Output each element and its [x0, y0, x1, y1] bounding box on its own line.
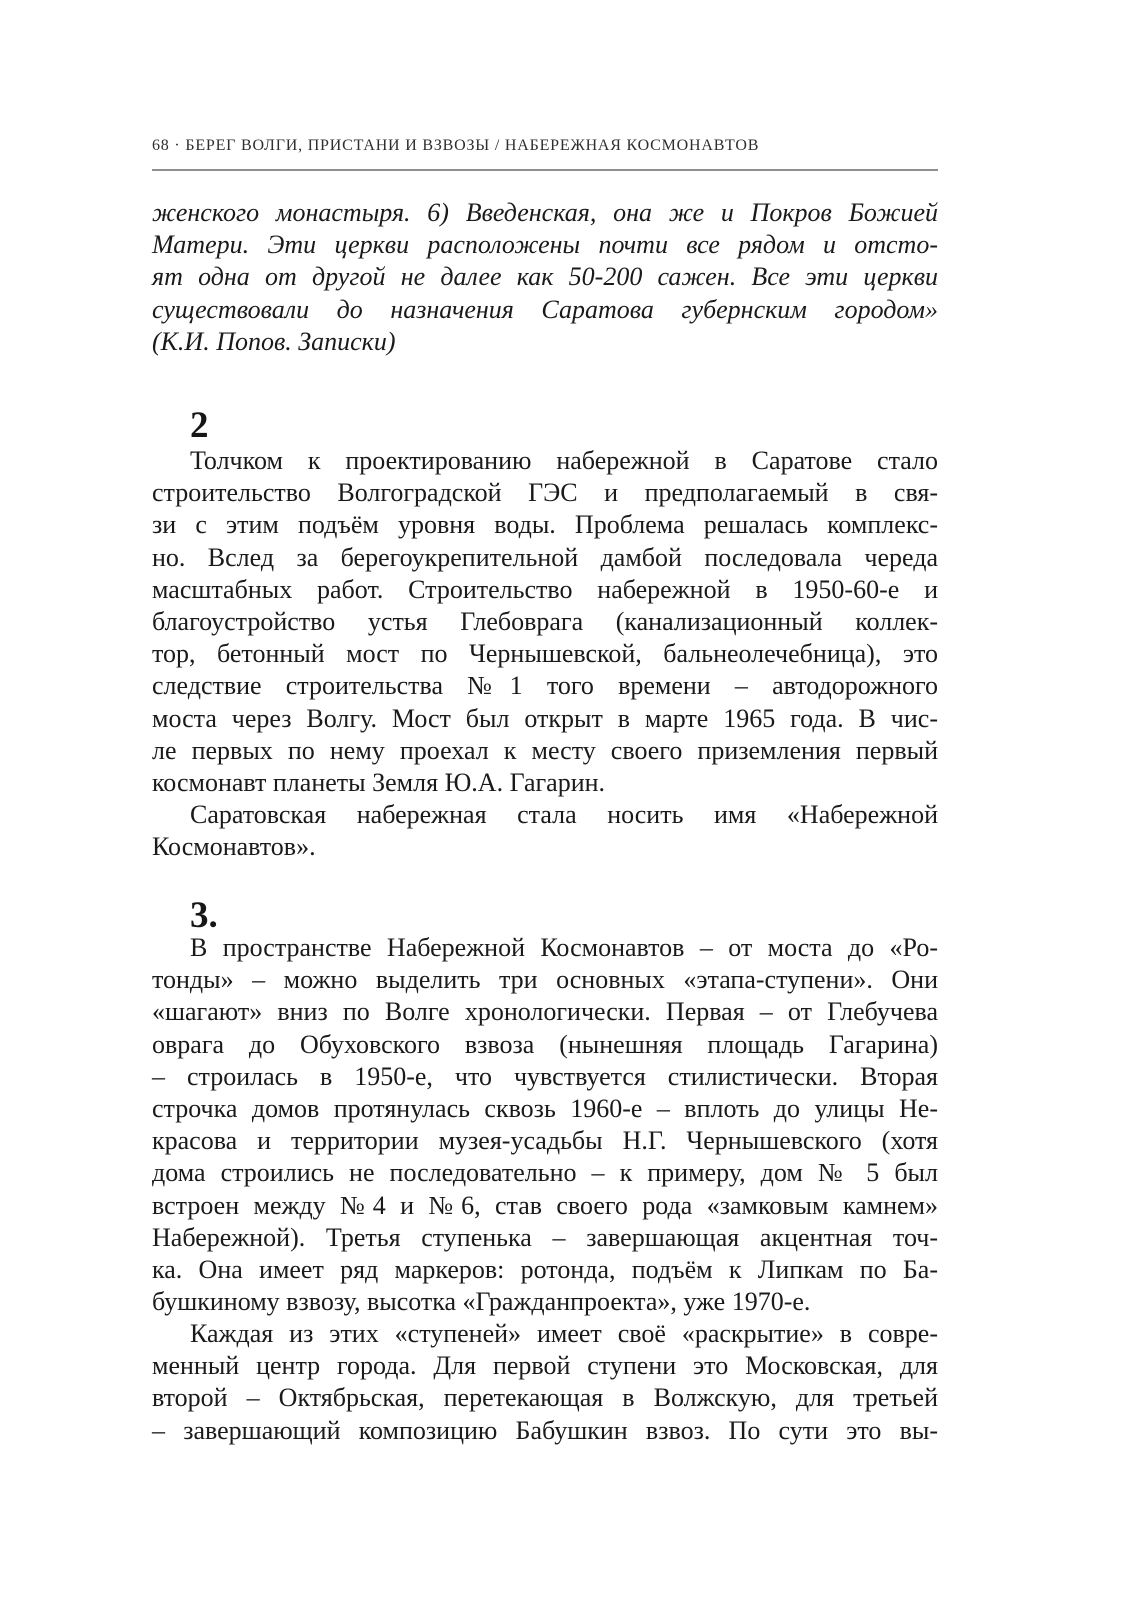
text-line: Каждая из этих «ступеней» имеет своё «раскрытие» в совре- — [190, 1319, 938, 1348]
text-line: зи с этим подъём уровня воды. Проблема решалась комплекс- — [152, 510, 938, 540]
quote-paragraph — [152, 197, 938, 358]
text-line: красова и территории музея-усадьбы Н.Г. Чернышевского (хотя — [152, 1126, 938, 1156]
text-line: Матери. Эти церкви расположены почти все рядом и отсто- — [152, 230, 938, 260]
text-line: космонавт планеты Земля Ю.А. Гагарин. — [152, 768, 606, 798]
section-3-paragraph-1 — [152, 932, 938, 1318]
running-head — [152, 136, 938, 156]
text-line: строчка домов протянулась сквозь 1960-е – вплоть до улицы Не- — [152, 1094, 938, 1124]
text-line: моста через Волгу. Мост был открыт в марте 1965 года. В чис- — [152, 703, 938, 733]
section-3-paragraph-2 — [152, 1318, 938, 1447]
text-line: Толчком к проектированию набережной в Саратове стало — [190, 446, 938, 475]
text-line: следствие строительства №1 того времени – автодорожного — [152, 671, 938, 701]
text-line: Космонавтов». — [152, 832, 316, 862]
section-2-number: 2 — [190, 405, 209, 446]
text-line: благоустройство устья Глебоврага (канализационный коллек- — [152, 607, 938, 637]
text-line: ка. Она имеет ряд маркеров: ротонда, подъём к Липкам по Ба- — [152, 1255, 938, 1285]
text-line: Набережной). Третья ступенька – завершающая акцентная точ- — [152, 1222, 938, 1252]
section-2-paragraph-2 — [152, 799, 938, 863]
text-line: ят одна от другой не далее как 50-200 сажен. Все эти церкви — [152, 262, 938, 292]
text-line: ле первых по нему проехал к месту своего приземления первый — [152, 735, 938, 765]
text-line: масштабных работ. Строительство набережной в 1950-60-е и — [152, 574, 938, 604]
text-line: бушкиному взвозу, высотка «Гражданпроекта», уже 1970-е. — [152, 1287, 811, 1317]
text-line: строительство Волгоградской ГЭС и предполагаемый в свя- — [152, 478, 938, 508]
text-line: женского монастыря. 6) Введенская, она же и Покров Божией — [152, 198, 938, 227]
text-line: оврага до Обуховского взвоза (нынешняя площадь Гагарина) — [152, 1029, 938, 1059]
text-line: второй – Октябрьская, перетекающая в Волжскую, для третьей — [152, 1383, 938, 1413]
text-line: менный центр города. Для первой ступени это Московская, для — [152, 1351, 938, 1381]
text-line: Саратовская набережная стала носить имя «Набережной — [190, 800, 938, 829]
text-line: «шагают» вниз по Волге хронологически. Первая – от Глебучева — [152, 997, 938, 1027]
text-line: тонды» – можно выделить три основных «этапа-ступени». Они — [152, 965, 938, 995]
text-line: существовали до назначения Саратова губернским городом» — [152, 294, 938, 324]
text-line: (К.И. Попов. Записки) — [152, 326, 396, 356]
section-3-number: 3. — [190, 895, 218, 936]
text-line: дома строились не последовательно – к примеру, дом № 5 был — [152, 1158, 938, 1188]
section-2-paragraph-1 — [152, 445, 938, 799]
text-line: В пространстве Набережной Космонавтов – от моста до «Ро- — [190, 933, 938, 962]
running-head-text: 68 · БЕРЕГ ВОЛГИ, ПРИСТАНИ И ВЗВОЗЫ / НАБЕРЕЖНАЯ КОСМОНАВТОВ — [152, 137, 760, 154]
text-line: тор, бетонный мост по Чернышевской, бальнеолечебница), это — [152, 639, 938, 669]
text-line: – завершающий композицию Бабушкин взвоз. По сути это вы- — [152, 1415, 938, 1445]
text-line: – строилась в 1950-е, что чувствуется стилистически. Вторая — [152, 1061, 938, 1091]
text-line: встроен между №4 и №6, став своего рода «замковым камнем» — [152, 1190, 938, 1220]
text-line: но. Вслед за берегоукрепительной дамбой последовала череда — [152, 542, 938, 572]
header-rule — [152, 169, 938, 171]
